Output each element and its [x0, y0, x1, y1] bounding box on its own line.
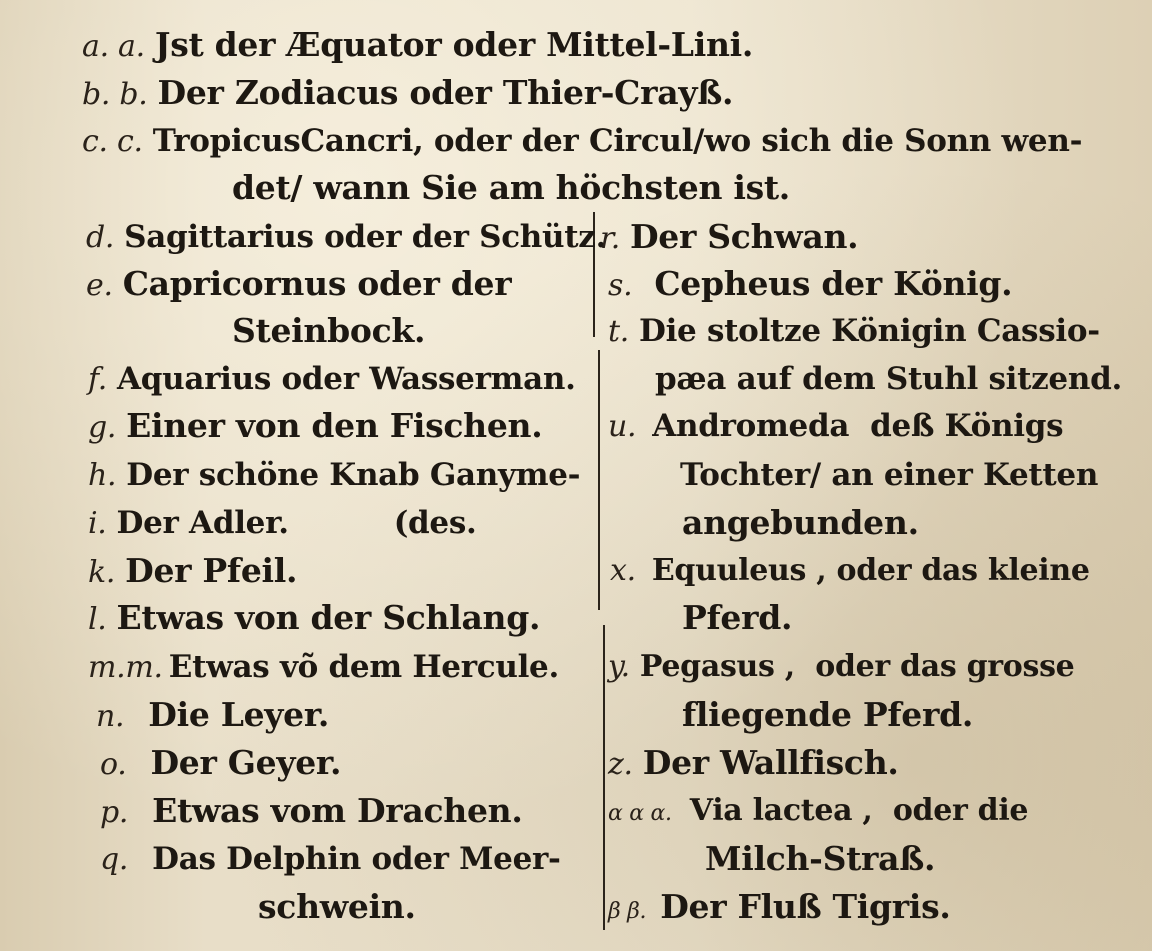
- entry-t: [608, 311, 1100, 352]
- entry-letter: e.: [86, 268, 113, 303]
- entry-i: [88, 503, 477, 544]
- entry-letter: h.: [88, 458, 117, 493]
- entry-text: Milch-Straß.: [705, 839, 936, 878]
- entry-letter: m.m.: [88, 650, 163, 685]
- entry-p: [100, 791, 523, 833]
- entry-text: Der Pfeil.: [125, 551, 298, 590]
- entry-e: [86, 264, 511, 306]
- entry-letter: q.: [100, 842, 129, 877]
- entry-c-cont: [232, 168, 790, 208]
- entry-f: [88, 359, 576, 400]
- entry-r: [600, 217, 858, 259]
- entry-text: schwein.: [258, 887, 416, 926]
- entry-text: Der schöne Knab Ganyme-: [126, 457, 581, 493]
- entry-text: Die Leyer.: [148, 695, 330, 734]
- entry-y-cont: [682, 695, 973, 735]
- entry-b: [82, 73, 733, 115]
- entry-text: angebunden.: [682, 503, 919, 542]
- entry-text: Etwas vom Drachen.: [152, 791, 523, 830]
- entry-bb: [608, 887, 951, 932]
- entry-letter: g.: [88, 410, 117, 445]
- entry-text: Der Geyer.: [150, 743, 342, 782]
- column-divider: [598, 350, 600, 610]
- entry-text: Sagittarius oder der Schütz.: [124, 219, 607, 255]
- entry-text: Tochter/ an einer Ketten: [680, 457, 1099, 493]
- entry-text: Einer von den Fischen.: [126, 406, 543, 445]
- entry-aaa: [608, 791, 1028, 834]
- entry-text: Pferd.: [682, 598, 793, 637]
- entry-letter: s.: [608, 268, 633, 303]
- entry-text: Pegasus , oder das grosse: [639, 649, 1075, 684]
- entry-text: Steinbock.: [232, 311, 426, 350]
- entry-letter: x.: [610, 553, 636, 588]
- entry-u: [608, 406, 1063, 447]
- entry-x: [610, 551, 1090, 591]
- entry-h: [88, 455, 580, 496]
- entry-letter: α α α.: [608, 801, 672, 826]
- entry-letter: t.: [608, 314, 629, 349]
- entry-a: [82, 25, 753, 67]
- entry-text: Der Wallfisch.: [642, 743, 899, 782]
- entry-z: [608, 743, 899, 785]
- entry-q-cont: [258, 887, 416, 927]
- entry-text: Der Schwan.: [629, 217, 859, 256]
- entry-letter: β β.: [608, 899, 647, 924]
- entry-text: Der Fluß Tigris.: [660, 887, 951, 926]
- entry-text: fliegende Pferd.: [682, 695, 974, 734]
- entry-g: [88, 406, 542, 448]
- entry-letter: z.: [608, 747, 633, 782]
- entry-letter: r.: [600, 221, 620, 256]
- entry-text: Equuleus , oder das kleine: [651, 553, 1090, 588]
- entry-text: Capricornus oder der: [122, 264, 512, 303]
- entry-text: Andromeda deß Königs: [652, 408, 1064, 444]
- entry-d: [86, 217, 606, 258]
- entry-c: [82, 121, 1082, 162]
- entry-text: TropicusCancri, oder der Circul/wo sich die Sonn wen-: [152, 123, 1083, 159]
- entry-e-cont: [232, 311, 425, 351]
- entry-text: Das Delphin oder Meer-: [152, 841, 561, 877]
- entry-letter: c. c.: [82, 124, 143, 159]
- entry-letter: o.: [100, 747, 127, 782]
- entry-u-cont: [680, 455, 1098, 495]
- entry-text: Etwas von der Schlang.: [116, 598, 541, 637]
- entry-letter: l.: [88, 602, 107, 637]
- entry-letter: p.: [100, 795, 129, 830]
- entry-letter: i.: [88, 506, 107, 541]
- entry-letter: d.: [86, 220, 115, 255]
- entry-l: [88, 598, 540, 640]
- entry-s: [608, 264, 1012, 306]
- entry-text: det/ wann Sie am höchsten ist.: [232, 168, 790, 207]
- entry-m: [88, 647, 559, 688]
- entry-n: [96, 695, 329, 737]
- entry-text: Via lactea , oder die: [689, 793, 1029, 828]
- entry-letter: u.: [608, 409, 637, 444]
- entry-letter: y.: [608, 649, 630, 684]
- entry-letter: n.: [96, 699, 125, 734]
- entry-x-cont: [682, 598, 792, 638]
- entry-text: Cepheus der König.: [654, 264, 1013, 303]
- entry-text: Jst der Æquator oder Mittel-Lini.: [154, 25, 754, 64]
- entry-k: [88, 551, 297, 593]
- entry-text: Die stoltze Königin Cassio-: [639, 313, 1100, 349]
- entry-text: Aquarius oder Wasserman.: [116, 361, 576, 397]
- column-divider: [603, 625, 605, 930]
- entry-o: [100, 743, 341, 785]
- entry-y: [608, 647, 1074, 687]
- entry-letter: b. b.: [82, 77, 148, 112]
- entry-text: pæa auf dem Stuhl sitzend.: [655, 361, 1122, 397]
- entry-letter: f.: [88, 362, 107, 397]
- entry-aaa-cont: [705, 839, 935, 879]
- entry-letter: a. a.: [82, 29, 145, 64]
- entry-text: Der Zodiacus oder Thier-Crayß.: [157, 73, 734, 112]
- entry-t-cont: [655, 359, 1122, 399]
- entry-text: Der Adler. (des.: [116, 505, 477, 541]
- entry-text: Etwas võ dem Hercule.: [168, 649, 559, 685]
- entry-letter: k.: [88, 555, 116, 590]
- entry-q: [100, 839, 561, 880]
- entry-u-cont2: [682, 503, 919, 543]
